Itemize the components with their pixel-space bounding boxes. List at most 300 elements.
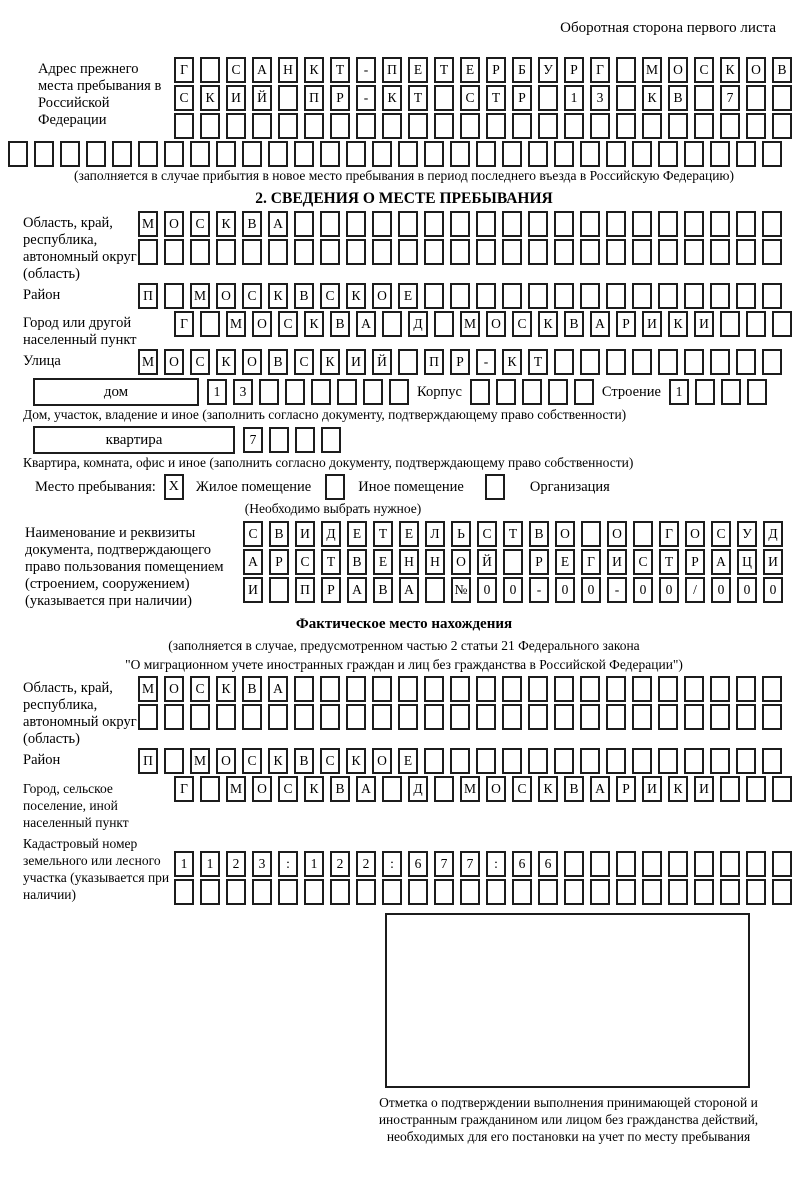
char-cell[interactable] (710, 239, 730, 265)
char-cell[interactable]: Г (590, 57, 610, 83)
char-cell[interactable]: В (268, 349, 288, 375)
char-cell[interactable] (528, 141, 548, 167)
char-cell[interactable] (564, 113, 584, 139)
char-cell[interactable] (747, 379, 767, 405)
char-cell[interactable]: В (529, 521, 549, 547)
char-cell[interactable] (434, 879, 454, 905)
char-cell[interactable] (720, 879, 740, 905)
char-cell[interactable] (538, 879, 558, 905)
char-cell[interactable] (295, 427, 315, 453)
char-cell[interactable]: Р (512, 85, 532, 111)
char-cell[interactable]: А (590, 311, 610, 337)
char-cell[interactable] (424, 141, 444, 167)
char-cell[interactable] (164, 748, 184, 774)
char-cell[interactable] (138, 239, 158, 265)
char-cell[interactable] (486, 113, 506, 139)
char-cell[interactable]: О (164, 349, 184, 375)
char-cell[interactable]: 0 (737, 577, 757, 603)
char-cell[interactable] (633, 521, 653, 547)
char-cell[interactable] (762, 141, 782, 167)
char-cell[interactable] (434, 85, 454, 111)
char-cell[interactable] (285, 379, 305, 405)
char-cell[interactable] (242, 141, 262, 167)
char-cell[interactable] (382, 879, 402, 905)
char-cell[interactable]: Г (174, 311, 194, 337)
char-cell[interactable]: М (190, 748, 210, 774)
char-cell[interactable] (398, 676, 418, 702)
char-cell[interactable]: Е (373, 549, 393, 575)
char-cell[interactable] (226, 113, 246, 139)
char-cell[interactable]: Д (408, 776, 428, 802)
char-cell[interactable] (580, 676, 600, 702)
char-cell[interactable] (720, 113, 740, 139)
char-cell[interactable] (684, 141, 704, 167)
char-cell[interactable] (564, 851, 584, 877)
char-cell[interactable] (112, 141, 132, 167)
char-cell[interactable] (580, 748, 600, 774)
char-cell[interactable]: С (226, 57, 246, 83)
char-cell[interactable]: К (538, 776, 558, 802)
char-cell[interactable]: О (685, 521, 705, 547)
char-cell[interactable] (190, 239, 210, 265)
char-cell[interactable]: С (320, 748, 340, 774)
char-cell[interactable] (320, 239, 340, 265)
char-cell[interactable] (684, 748, 704, 774)
char-cell[interactable] (684, 349, 704, 375)
char-cell[interactable]: Т (528, 349, 548, 375)
char-cell[interactable]: 0 (581, 577, 601, 603)
char-cell[interactable]: В (373, 577, 393, 603)
char-cell[interactable] (580, 704, 600, 730)
char-cell[interactable] (736, 676, 756, 702)
char-cell[interactable] (668, 851, 688, 877)
char-cell[interactable]: А (268, 211, 288, 237)
char-cell[interactable]: Й (252, 85, 272, 111)
char-cell[interactable]: В (294, 748, 314, 774)
char-cell[interactable] (200, 57, 220, 83)
char-cell[interactable]: : (486, 851, 506, 877)
char-cell[interactable] (538, 85, 558, 111)
char-cell[interactable]: С (243, 521, 263, 547)
char-cell[interactable] (528, 704, 548, 730)
char-cell[interactable] (424, 704, 444, 730)
char-cell[interactable]: Т (434, 57, 454, 83)
char-cell[interactable] (710, 676, 730, 702)
char-cell[interactable]: И (694, 311, 714, 337)
char-cell[interactable] (372, 211, 392, 237)
char-cell[interactable] (772, 113, 792, 139)
char-cell[interactable] (200, 113, 220, 139)
char-cell[interactable]: К (216, 349, 236, 375)
char-cell[interactable] (242, 239, 262, 265)
char-cell[interactable] (642, 113, 662, 139)
char-cell[interactable] (346, 211, 366, 237)
char-cell[interactable]: О (164, 676, 184, 702)
char-cell[interactable] (684, 211, 704, 237)
char-cell[interactable]: И (642, 776, 662, 802)
char-cell[interactable] (606, 748, 626, 774)
char-cell[interactable]: : (382, 851, 402, 877)
char-cell[interactable]: И (226, 85, 246, 111)
char-cell[interactable] (616, 851, 636, 877)
char-cell[interactable] (658, 676, 678, 702)
char-cell[interactable] (762, 676, 782, 702)
char-cell[interactable]: Ц (737, 549, 757, 575)
char-cell[interactable]: К (216, 676, 236, 702)
char-cell[interactable]: / (685, 577, 705, 603)
char-cell[interactable] (736, 283, 756, 309)
char-cell[interactable] (642, 851, 662, 877)
char-cell[interactable]: О (216, 748, 236, 774)
char-cell[interactable]: С (190, 211, 210, 237)
char-cell[interactable]: К (502, 349, 522, 375)
char-cell[interactable]: К (304, 57, 324, 83)
char-cell[interactable]: М (138, 349, 158, 375)
char-cell[interactable] (138, 141, 158, 167)
char-cell[interactable]: С (242, 283, 262, 309)
char-cell[interactable] (720, 311, 740, 337)
char-cell[interactable] (632, 349, 652, 375)
char-cell[interactable] (60, 141, 80, 167)
char-cell[interactable] (632, 704, 652, 730)
char-cell[interactable] (398, 211, 418, 237)
char-cell[interactable]: К (216, 211, 236, 237)
char-cell[interactable]: 7 (434, 851, 454, 877)
char-cell[interactable] (772, 879, 792, 905)
char-cell[interactable]: И (763, 549, 783, 575)
char-cell[interactable] (580, 239, 600, 265)
char-cell[interactable]: Т (373, 521, 393, 547)
char-cell[interactable]: 1 (174, 851, 194, 877)
char-cell[interactable] (736, 349, 756, 375)
char-cell[interactable]: С (174, 85, 194, 111)
char-cell[interactable] (398, 239, 418, 265)
char-cell[interactable]: Г (174, 57, 194, 83)
char-cell[interactable]: К (346, 748, 366, 774)
char-cell[interactable] (164, 283, 184, 309)
char-cell[interactable]: - (529, 577, 549, 603)
char-cell[interactable] (216, 239, 236, 265)
char-cell[interactable] (746, 311, 766, 337)
char-cell[interactable] (200, 776, 220, 802)
char-cell[interactable]: Р (564, 57, 584, 83)
char-cell[interactable]: Т (659, 549, 679, 575)
char-cell[interactable] (320, 676, 340, 702)
char-cell[interactable] (164, 704, 184, 730)
char-cell[interactable] (772, 851, 792, 877)
char-cell[interactable] (450, 283, 470, 309)
char-cell[interactable]: Г (174, 776, 194, 802)
char-cell[interactable]: М (138, 211, 158, 237)
char-cell[interactable]: П (295, 577, 315, 603)
char-cell[interactable]: В (330, 776, 350, 802)
char-cell[interactable] (216, 704, 236, 730)
char-cell[interactable]: Р (685, 549, 705, 575)
checkbox-inoe-pomeshchenie[interactable] (325, 474, 345, 500)
char-cell[interactable] (502, 211, 522, 237)
char-cell[interactable]: 0 (555, 577, 575, 603)
char-cell[interactable]: М (226, 311, 246, 337)
char-cell[interactable] (450, 748, 470, 774)
char-cell[interactable]: : (278, 851, 298, 877)
char-cell[interactable]: С (242, 748, 262, 774)
char-cell[interactable] (658, 239, 678, 265)
char-cell[interactable] (330, 879, 350, 905)
char-cell[interactable]: П (138, 283, 158, 309)
char-cell[interactable] (346, 141, 366, 167)
char-cell[interactable]: С (711, 521, 731, 547)
char-cell[interactable]: 1 (200, 851, 220, 877)
char-cell[interactable] (548, 379, 568, 405)
char-cell[interactable]: 0 (763, 577, 783, 603)
char-cell[interactable] (294, 704, 314, 730)
char-cell[interactable] (502, 704, 522, 730)
char-cell[interactable]: С (278, 311, 298, 337)
char-cell[interactable]: Е (347, 521, 367, 547)
char-cell[interactable]: К (382, 85, 402, 111)
char-cell[interactable] (762, 239, 782, 265)
char-cell[interactable]: С (320, 283, 340, 309)
char-cell[interactable]: 3 (590, 85, 610, 111)
char-cell[interactable]: В (294, 283, 314, 309)
char-cell[interactable]: М (226, 776, 246, 802)
char-cell[interactable]: А (268, 676, 288, 702)
char-cell[interactable]: О (252, 776, 272, 802)
char-cell[interactable]: Р (616, 311, 636, 337)
char-cell[interactable] (434, 776, 454, 802)
char-cell[interactable] (762, 283, 782, 309)
char-cell[interactable] (174, 879, 194, 905)
char-cell[interactable]: К (304, 311, 324, 337)
char-cell[interactable] (278, 113, 298, 139)
char-cell[interactable] (450, 676, 470, 702)
char-cell[interactable]: М (642, 57, 662, 83)
char-cell[interactable]: О (372, 748, 392, 774)
char-cell[interactable]: О (252, 311, 272, 337)
char-cell[interactable]: О (372, 283, 392, 309)
char-cell[interactable]: К (320, 349, 340, 375)
char-cell[interactable]: Т (321, 549, 341, 575)
char-cell[interactable] (294, 141, 314, 167)
char-cell[interactable]: С (295, 549, 315, 575)
char-cell[interactable]: Б (512, 57, 532, 83)
char-cell[interactable] (502, 283, 522, 309)
char-cell[interactable] (434, 311, 454, 337)
char-cell[interactable]: О (555, 521, 575, 547)
char-cell[interactable]: С (694, 57, 714, 83)
char-cell[interactable] (476, 283, 496, 309)
char-cell[interactable] (460, 113, 480, 139)
char-cell[interactable] (252, 113, 272, 139)
char-cell[interactable] (190, 141, 210, 167)
char-cell[interactable] (372, 239, 392, 265)
char-cell[interactable] (294, 239, 314, 265)
char-cell[interactable] (278, 879, 298, 905)
char-cell[interactable] (320, 211, 340, 237)
char-cell[interactable]: 3 (252, 851, 272, 877)
char-cell[interactable] (190, 704, 210, 730)
char-cell[interactable] (632, 141, 652, 167)
char-cell[interactable]: В (564, 311, 584, 337)
char-cell[interactable] (632, 239, 652, 265)
char-cell[interactable] (382, 113, 402, 139)
char-cell[interactable]: Т (330, 57, 350, 83)
char-cell[interactable] (304, 879, 324, 905)
char-cell[interactable]: Д (763, 521, 783, 547)
char-cell[interactable] (710, 704, 730, 730)
char-cell[interactable]: И (694, 776, 714, 802)
char-cell[interactable]: В (269, 521, 289, 547)
char-cell[interactable] (721, 379, 741, 405)
char-cell[interactable] (554, 283, 574, 309)
char-cell[interactable] (372, 676, 392, 702)
char-cell[interactable] (450, 239, 470, 265)
char-cell[interactable]: О (486, 776, 506, 802)
char-cell[interactable] (8, 141, 28, 167)
char-cell[interactable]: Р (616, 776, 636, 802)
char-cell[interactable] (268, 704, 288, 730)
char-cell[interactable] (164, 141, 184, 167)
char-cell[interactable]: О (451, 549, 471, 575)
char-cell[interactable]: И (346, 349, 366, 375)
char-cell[interactable] (580, 211, 600, 237)
char-cell[interactable]: Т (486, 85, 506, 111)
char-cell[interactable] (710, 349, 730, 375)
char-cell[interactable] (554, 676, 574, 702)
char-cell[interactable] (642, 879, 662, 905)
char-cell[interactable] (450, 141, 470, 167)
char-cell[interactable] (356, 113, 376, 139)
char-cell[interactable]: 6 (538, 851, 558, 877)
char-cell[interactable]: П (304, 85, 324, 111)
char-cell[interactable]: А (399, 577, 419, 603)
char-cell[interactable] (668, 113, 688, 139)
char-cell[interactable]: 1 (564, 85, 584, 111)
char-cell[interactable] (606, 283, 626, 309)
char-cell[interactable] (581, 521, 601, 547)
char-cell[interactable]: А (356, 776, 376, 802)
char-cell[interactable]: И (642, 311, 662, 337)
char-cell[interactable] (684, 239, 704, 265)
char-cell[interactable] (216, 141, 236, 167)
char-cell[interactable]: К (304, 776, 324, 802)
char-cell[interactable] (694, 851, 714, 877)
char-cell[interactable]: - (356, 85, 376, 111)
char-cell[interactable]: Е (398, 283, 418, 309)
char-cell[interactable] (382, 311, 402, 337)
char-cell[interactable]: Д (321, 521, 341, 547)
char-cell[interactable] (476, 704, 496, 730)
char-cell[interactable] (470, 379, 490, 405)
char-cell[interactable]: В (330, 311, 350, 337)
char-cell[interactable] (242, 704, 262, 730)
char-cell[interactable]: А (356, 311, 376, 337)
char-cell[interactable]: О (668, 57, 688, 83)
char-cell[interactable] (321, 427, 341, 453)
char-cell[interactable] (694, 113, 714, 139)
char-cell[interactable] (372, 141, 392, 167)
char-cell[interactable]: 7 (460, 851, 480, 877)
char-cell[interactable]: У (737, 521, 757, 547)
char-cell[interactable]: Р (269, 549, 289, 575)
char-cell[interactable]: П (382, 57, 402, 83)
char-cell[interactable]: О (242, 349, 262, 375)
char-cell[interactable]: Е (460, 57, 480, 83)
char-cell[interactable]: Г (659, 521, 679, 547)
char-cell[interactable]: К (720, 57, 740, 83)
char-cell[interactable]: - (476, 349, 496, 375)
char-cell[interactable] (398, 141, 418, 167)
char-cell[interactable] (606, 141, 626, 167)
char-cell[interactable]: Е (399, 521, 419, 547)
char-cell[interactable] (720, 851, 740, 877)
char-cell[interactable] (311, 379, 331, 405)
char-cell[interactable] (226, 879, 246, 905)
char-cell[interactable] (746, 851, 766, 877)
char-cell[interactable]: В (668, 85, 688, 111)
char-cell[interactable] (694, 85, 714, 111)
char-cell[interactable] (772, 85, 792, 111)
char-cell[interactable] (554, 748, 574, 774)
char-cell[interactable]: А (590, 776, 610, 802)
char-cell[interactable]: В (242, 676, 262, 702)
char-cell[interactable] (554, 704, 574, 730)
char-cell[interactable]: 1 (304, 851, 324, 877)
char-cell[interactable] (658, 349, 678, 375)
char-cell[interactable]: М (460, 776, 480, 802)
char-cell[interactable]: С (278, 776, 298, 802)
char-cell[interactable] (502, 239, 522, 265)
char-cell[interactable] (736, 239, 756, 265)
char-cell[interactable] (736, 141, 756, 167)
char-cell[interactable]: Е (555, 549, 575, 575)
char-cell[interactable]: 2 (356, 851, 376, 877)
char-cell[interactable] (294, 676, 314, 702)
char-cell[interactable] (554, 141, 574, 167)
char-cell[interactable]: Е (398, 748, 418, 774)
char-cell[interactable]: П (138, 748, 158, 774)
char-cell[interactable]: О (607, 521, 627, 547)
char-cell[interactable]: С (190, 676, 210, 702)
char-cell[interactable] (554, 239, 574, 265)
char-cell[interactable]: О (216, 283, 236, 309)
char-cell[interactable]: 7 (720, 85, 740, 111)
char-cell[interactable] (684, 283, 704, 309)
char-cell[interactable]: 0 (633, 577, 653, 603)
char-cell[interactable] (200, 879, 220, 905)
char-cell[interactable] (632, 283, 652, 309)
char-cell[interactable] (389, 379, 409, 405)
char-cell[interactable] (408, 879, 428, 905)
char-cell[interactable] (658, 748, 678, 774)
char-cell[interactable] (320, 704, 340, 730)
char-cell[interactable]: 0 (711, 577, 731, 603)
char-cell[interactable] (736, 704, 756, 730)
char-cell[interactable] (762, 704, 782, 730)
char-cell[interactable] (486, 879, 506, 905)
char-cell[interactable] (616, 113, 636, 139)
char-cell[interactable] (502, 676, 522, 702)
char-cell[interactable]: Ь (451, 521, 471, 547)
char-cell[interactable]: Р (321, 577, 341, 603)
char-cell[interactable] (346, 676, 366, 702)
char-cell[interactable]: Д (408, 311, 428, 337)
char-cell[interactable] (512, 113, 532, 139)
char-cell[interactable]: И (243, 577, 263, 603)
char-cell[interactable] (34, 141, 54, 167)
char-cell[interactable]: 1 (207, 379, 227, 405)
char-cell[interactable]: С (512, 311, 532, 337)
